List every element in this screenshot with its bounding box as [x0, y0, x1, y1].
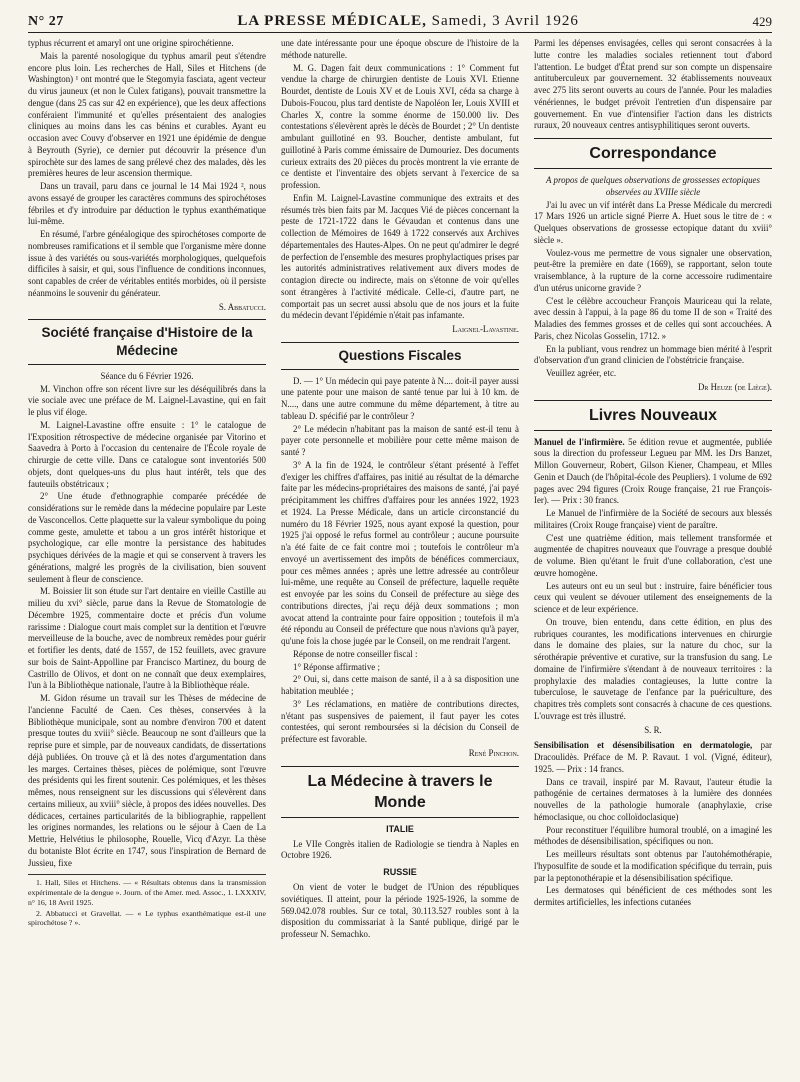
paragraph: typhus récurrent et amaryl ont une origine spirochétienne. — [28, 38, 234, 48]
paragraph: Réponse de notre conseiller fiscal : — [293, 648, 418, 659]
header-rule — [28, 32, 772, 33]
paragraph: 2° Le médecin n'habitant pas la maison de santé est-il tenu à payer cote personnelle et mobilière pour cette même maison de santé ? — [281, 423, 519, 458]
paragraph: M. Boissier lit son étude sur l'art dentaire en vieille Castille au milieu du xvi° siècle, parue dans la Revue de Stomatologie de Décembre 1925, commentaire docte et précis d'un volume rarissime : Dialogue court mais complet sur la dentition et l'œuvre merveilleuse de la bouche, avec de nombreux remèdes pour guérir et fortifier les dents, daté de 1557, de 152 feuillets, avec gravure sur bois de Saint-Appolline par Francisco Martinez, du bourg de Castrillo de Olivos, et dont on ne connaît que deux exemplaires, l'un à la Bibliothèque nationale, l'autre à la Bibliothèque réale. — [28, 586, 266, 691]
paragraph: une date intéressante pour une époque obscure de l'histoire de la méthode naturelle. — [281, 38, 519, 60]
paragraph: C'est une quatrième édition, mais tellement transformée et augmentée de chapitres nouveaux que l'ouvrage a presque doublé de volume. Bien qu'étant le fruit d'une collaboration, c'est une œuvre homogène. — [534, 532, 772, 578]
book-details: par Dracoulidès. Préface de M. P. Ravaut. 1 vol. (Vigné, éditeur), 1925. — Prix : 14 francs. — [534, 740, 772, 774]
signature: Dr Heuze (de Liège). — [697, 381, 772, 392]
section-title-livres-nouveaux: Livres Nouveaux — [534, 400, 772, 431]
paragraph: Les meilleurs résultats sont obtenus par l'autohémothérapie, l'hyposulfite de soude et la modification spécifique du terrain, puis par la peptonothérapie et la désensibilisation spécifique. — [534, 849, 772, 883]
issue-number: N° 27 — [28, 14, 64, 29]
correspondance-title: A propos de quelques observations de grossesses ectopiques observées au XVIIIe siècle — [546, 175, 760, 197]
section-title-questions-fiscales: Questions Fiscales — [281, 342, 519, 370]
signature: Laignel-Lavastine. — [452, 324, 519, 334]
paragraph: Les dermatoses qui bénéficient de ces méthodes sont les dermites artificielles, les infections cutanées — [534, 885, 772, 908]
paragraph: En résumé, l'arbre généalogique des spirochétoses comporte de nombreuses ramifications et il semble que l'organisme mère donne issue à des variétés ou sous-variétés morphologiques, quelquefois difficiles à saisir, et qui, sous l'influence de conditions inconnues, sont capables de créer de véritables entités morbides, où il persiste néanmoins le souvenir du générateur. — [28, 229, 266, 298]
column-3 — [534, 38, 772, 1078]
paragraph: Les auteurs ont eu un seul but : instruire, faire bénéficier tous ceux qui veulent se dévouer utilement des enseignements de la science et de leur expérience. — [534, 580, 772, 615]
page-header — [28, 8, 772, 30]
journal-name: LA PRESSE MÉDICALE, — [237, 13, 427, 29]
footnote: 2. Abbatucci et Gravellat. — « Le typhus exanthématique est-il une spirochétose ? ». — [28, 908, 266, 928]
paragraph: 2° Une étude d'ethnographie comparée précédée de considérations sur le remède dans la médecine populaire par Leste de Vasconcellos. Cette plaquette sur la valeur symbolique du poing comme geste, amulette et tabou a un gros intérêt historique et psychologique, car elle montre la persistance des habitudes psychiques dérivées de la magie et qui se conservent à travers les générations, malgré les progrès de la civilisation, bien souvent seulement à fleur de conscience. — [28, 491, 266, 584]
paragraph: Parmi les dépenses envisagées, celles qui seront consacrées à la lutte contre les maladies sociales retiennent tout d'abord l'attention. Le budget d'État prend sur son compte un dispensaire antituberculeux par gouvernement. 32 établissements nouveaux avec 275 lits seront ouverts au cours de l'année. Pour les maladies vénériennes, le budget prévoit l'entretien d'un dispensaire par gouvernement. En vue d'intensifier l'action dans les districts ruraux, 20 nouveaux centres antisyphilitiques seront ouverts. — [534, 38, 772, 131]
signature: S. R. — [644, 724, 662, 735]
page-number: 429 — [752, 14, 772, 29]
paragraph: J'ai lu avec un vif intérêt dans La Presse Médicale du mercredi 17 Mars 1926 un article signé Pierre A. Huet sous le titre de : « Quelques observations de grossesse ectopique datant du xviii° siècle ». — [534, 199, 772, 245]
paragraph: M. G. Dagen fait deux communications : 1° Comment fut vendue la charge de chirurgien dentiste de Louis XVI. Etienne Bourdet, dentiste de Louis XV et de Louis XVI, céda sa charge à Dubois-Foucou, plus tard dentiste de Napoléon Ier, Louis XVIII et Charles X, contre la somme énorme de 150.000 liv. Des contestations s'élevèrent après le décès de Bourdet ; 2° Un dentiste ambulant guillotiné en 93. Boucher, dentiste ambulant, fut guillotiné à Paris comme émissaire de Dumouriez. Des documents curieux extraits des 20 pièces du procès montrent la vie errante de ce dentiste et l'inventaire des objets servant à l'exercice de sa profession. — [281, 62, 519, 190]
paragraph: En la publiant, vous rendrez un hommage bien mérité à l'esprit d'observation d'un grand clinicien de l'obstétricie française. — [534, 343, 772, 366]
paragraph: M. Laignel-Lavastine offre ensuite : 1° le catalogue de l'Exposition rétrospective de médecine organisée par Vitorino et Saavedra à Porto à l'occasion du centenaire de l'École royale de chirurgie de cette ville. Dans ce catalogue sont inventoriés 500 objets, dont quelques-uns du plus haut intérêt, tels que des fauteuils obstétricaux ; — [28, 419, 266, 489]
footnote: 1. Hall, Siles et Hitchens. — « Résultats obtenus dans la transmission expérimentale de la dengue ». Journ. of the Amer. med. Assoc., 1. LXXXIV, n° 16, 18 Avril 1925. — [28, 878, 266, 907]
paragraph: Le VIIe Congrès italien de Radiologie se tiendra à Naples en Octobre 1926. — [281, 838, 519, 861]
paragraph: 1° Réponse affirmative ; — [293, 661, 380, 672]
paragraph: On trouve, bien entendu, dans cette édition, en plus des rubriques courantes, les modifications intervenues en chirurgie dans le domaine des plaies, sur la nature du choc, sur la sérothérapie préventive et curative, sur la transfusion du sang. Le domaine de l'infirmière s'étendant à de nouveaux territoires : la prophylaxie des maladies contagieuses, la lutte contre la tuberculose, le sauvetage de l'enfance par la puériculture, des chapitres très complets sont consacrés à chacune de ces questions. L'ouvrage est très illustré. — [534, 616, 772, 721]
paragraph: Enfin M. Laignel-Lavastine communique des extraits et des résumés très bien faits par M. Jacques Vié de pièces concernant la peste de 1721-1722 dans le Gévaudan et contenus dans une collection de Mémoires de 1649 à 1722 conservés aux Archives départementales des Hautes-Alpes. On ne peut qu'admirer le degré de perfection de l'ensemble des mesures prophylactiques prises par les autorités administratives relativement aux divers modes de contagion directe ou indirecte, mais on s'étonne de voir qu'elles sont étrangères à l'activité médicale. Celle-ci, d'autre part, ne comportait pas un secret aussi absolu que de nos jours et la fuite du médecin devant l'épidémie n'était pas infamante. — [281, 192, 519, 321]
paragraph: Dans ce travail, inspiré par M. Ravaut, l'auteur étudie la pathogénie de certaines dermatoses à la lumière des données nouvelles de la pathologie humorale (anaphylaxie, crise hémoclasique, ou choc colloïdoclasique) — [534, 776, 772, 822]
paragraph: On vient de voter le budget de l'Union des républiques soviétiques. Il atteint, pour la période 1925-1926, la somme de 569.042.078 roubles. Sur ce total, 30.113.527 roubles sont à la disposition du commissariat à la Santé publique, dirigé par le professeur N. Semachko. — [281, 882, 519, 940]
footnotes — [28, 874, 266, 928]
paragraph: Voulez-vous me permettre de vous signaler une observation, peut-être la première en date (1669), se rapportant, selon toute vraisemblance, à la rupture de la corne accessoire rudimentaire d'un utérus unicorne gravide ? — [534, 247, 772, 293]
paragraph: D. — 1° Un médecin qui paye patente à N.... doit-il payer aussi une patente pour une maison de santé tenue par lui à 10 km. de N...., dans une autre commune du même département, à titre au tableau D. spécifié par le contrôleur ? — [281, 375, 519, 421]
column-1 — [28, 38, 266, 1078]
paragraph: Veuillez agréer, etc. — [546, 368, 617, 379]
paragraph: Mais la parenté nosologique du typhus amaril peut s'étendre encore plus loin. Les recherches de Hall, Siles et Hitchens (de Washington) ¹ ont montré que le Stegomyia fasciata, agent vecteur du virus jauneux (et non le Culex fatigans), pouvait transmettre la dengue (dans 25 cas sur 42 en expérience), que les deux affections conféraient l'immunité et qu'elles présentaient des analogies cliniques au moins dans les cas bénins et curables. Ayant eu occasion avec Couvy d'observer en 1921 une épidémie de dengue à Beyrouth (Syrie), ce dernier put découvrir la présence d'un spirochète sur des lames de sang prélevé chez des malades, dès les premières heures de leur ascension thermique. — [28, 50, 266, 179]
book-entry — [534, 437, 772, 508]
book-details: 5e édition revue et augmentée, publiée sous la direction du professeur Legueu par MM. les Drs Banzet, Millon Gouverneur, Robert, Gilson Kiener, Champeau, et Mlles Genin et Dauch (de l'hôpital-école des Peupliers). 1 volume de 692 pages avec 294 figures (Croix Rouge française, 21 rue François-Ier). — Prix : 30 francs. — [534, 436, 772, 506]
paragraph: Pour reconstituer l'équilibre humoral troublé, on a imaginé les méthodes de désensibilisation, spécifiques ou non. — [534, 824, 772, 847]
paragraph: M. Vinchon offre son récent livre sur les déséquilibrés dans la vie sociale avec une préface de M. Laignel-Lavastine, qui en fait le plus vif éloge. — [28, 383, 266, 418]
subhead-russie: RUSSIE — [383, 867, 417, 878]
paragraph: M. Gidon résume un travail sur les Thèses de médecine de l'ancienne Faculté de Caen. Ces thèses, conservées à la Bibliothèque municipale, sont au nombre d'environ 700 et datent presque toutes du xviii° siècle. Beaucoup ne sont d'ailleurs que la reprise pure et simple, par de nouveaux candidats, de dissertations déjà publiées. On trouve çà et là des notes d'argumentation dans les marges. Certaines thèses, pièces de polémique, sont l'œuvre des présidents qui les firent soutenir. Ces polémiques, et les thèses mêmes, nous renseignent sur les discussions qui s'élevèrent dans certains milieux, au xviii° siècle, à propos des idées nouvelles. Des dédicaces, certaines particularités de la bibliographie, rappellent les origines normandes, les relations ou le séjour à Caen de La Mettrie, Helvétius le philosophe, Rouelle, Vicq d'Azyr. La thèse du botaniste Blot écrite en 1747, sous l'inspiration de Bernard de Jussieu, fixe — [28, 693, 266, 868]
section-title-histoire: Société française d'Histoire de la Médecine — [28, 319, 266, 365]
signature: S. Abbatucci. — [218, 301, 266, 312]
paragraph: 3° Les réclamations, en matière de contributions directes, n'étant pas suspensives de paiement, il faut payer les cotes contestées, qui seront remboursées si la décision du Conseil de préfecture est favorable. — [281, 698, 519, 745]
paragraph: Le Manuel de l'infirmière de la Société de secours aux blessés militaires (Croix Rouge française) vient de paraître. — [534, 508, 772, 530]
paragraph: 3° A la fin de 1924, le contrôleur s'étant présenté à l'effet d'exiger les chiffres d'affaires, pas initié au résultat de la démarche faite par les médecins-propriétaires des maisons de santé, j'ai payé précipitamment les chiffres d'affaires pour les années 1922, 1923 et 1924. La Presse Médicale, dans un article circonstancié du numéro du 18 Février 1925, nous ayant exposé la question, pour 1925 j'ai opposé le refus formel au contrôleur ; aucune poursuite n'a été faite de ce fait contre moi ; toutefois le contrôleur m'a envoyé un avertissement des impôts de bénéfices commerciaux, pour ces mêmes années ; après une lettre adressée au contrôleur lui-même, une requête au Conseil de préfecture, laquelle requête est envoyée par les soins du Conseil de préfecture au siège des contributions directes, j'ai reçu déjà deux sommations ; mon avocat attend la contrainte pour faire opposition ; toutefois il m'a été répondu au Conseil de préfecture que nous n'avions qu'à payer, qu'une fois la chose jugée par le Conseil, on me rendrait l'argent. — [281, 459, 519, 647]
paragraph: Dans un travail, paru dans ce journal le 14 Mai 1924 ², nous avons essayé de grouper les caractères communs des spirochétoses fébriles et d'y introduire par déduction le typhus exanthématique lui-même. — [28, 181, 266, 227]
paragraph: C'est le célèbre accoucheur François Mauriceau qui la relate, avec dessin à l'appui, à la page 86 du tome II de son « Traité des Maladies des femmes grosses et de celles qui sont accouchées. A Paris, chez Nicolas Gosselin, 1712. » — [534, 295, 772, 341]
section-title-correspondance: Correspondance — [534, 138, 772, 169]
signature: René Pinchon. — [468, 747, 519, 758]
issue-date: Samedi, 3 Avril 1926 — [426, 13, 579, 29]
subhead-italie: ITALIE — [386, 823, 414, 834]
section-title-medecine-monde: La Médecine à travers le Monde — [281, 766, 519, 818]
paragraph: 2° Oui, si, dans cette maison de santé, il a à sa disposition une habitation meublée ; — [281, 674, 519, 697]
journal-title — [237, 13, 578, 30]
book-title: Manuel de l'infirmière. — [534, 436, 625, 447]
column-2 — [281, 38, 519, 1078]
seance-date: Séance du 6 Février 1926. — [100, 370, 194, 381]
book-entry — [534, 740, 772, 775]
book-title: Sensibilisation et désensibilisation en dermatologie, — [534, 740, 753, 751]
